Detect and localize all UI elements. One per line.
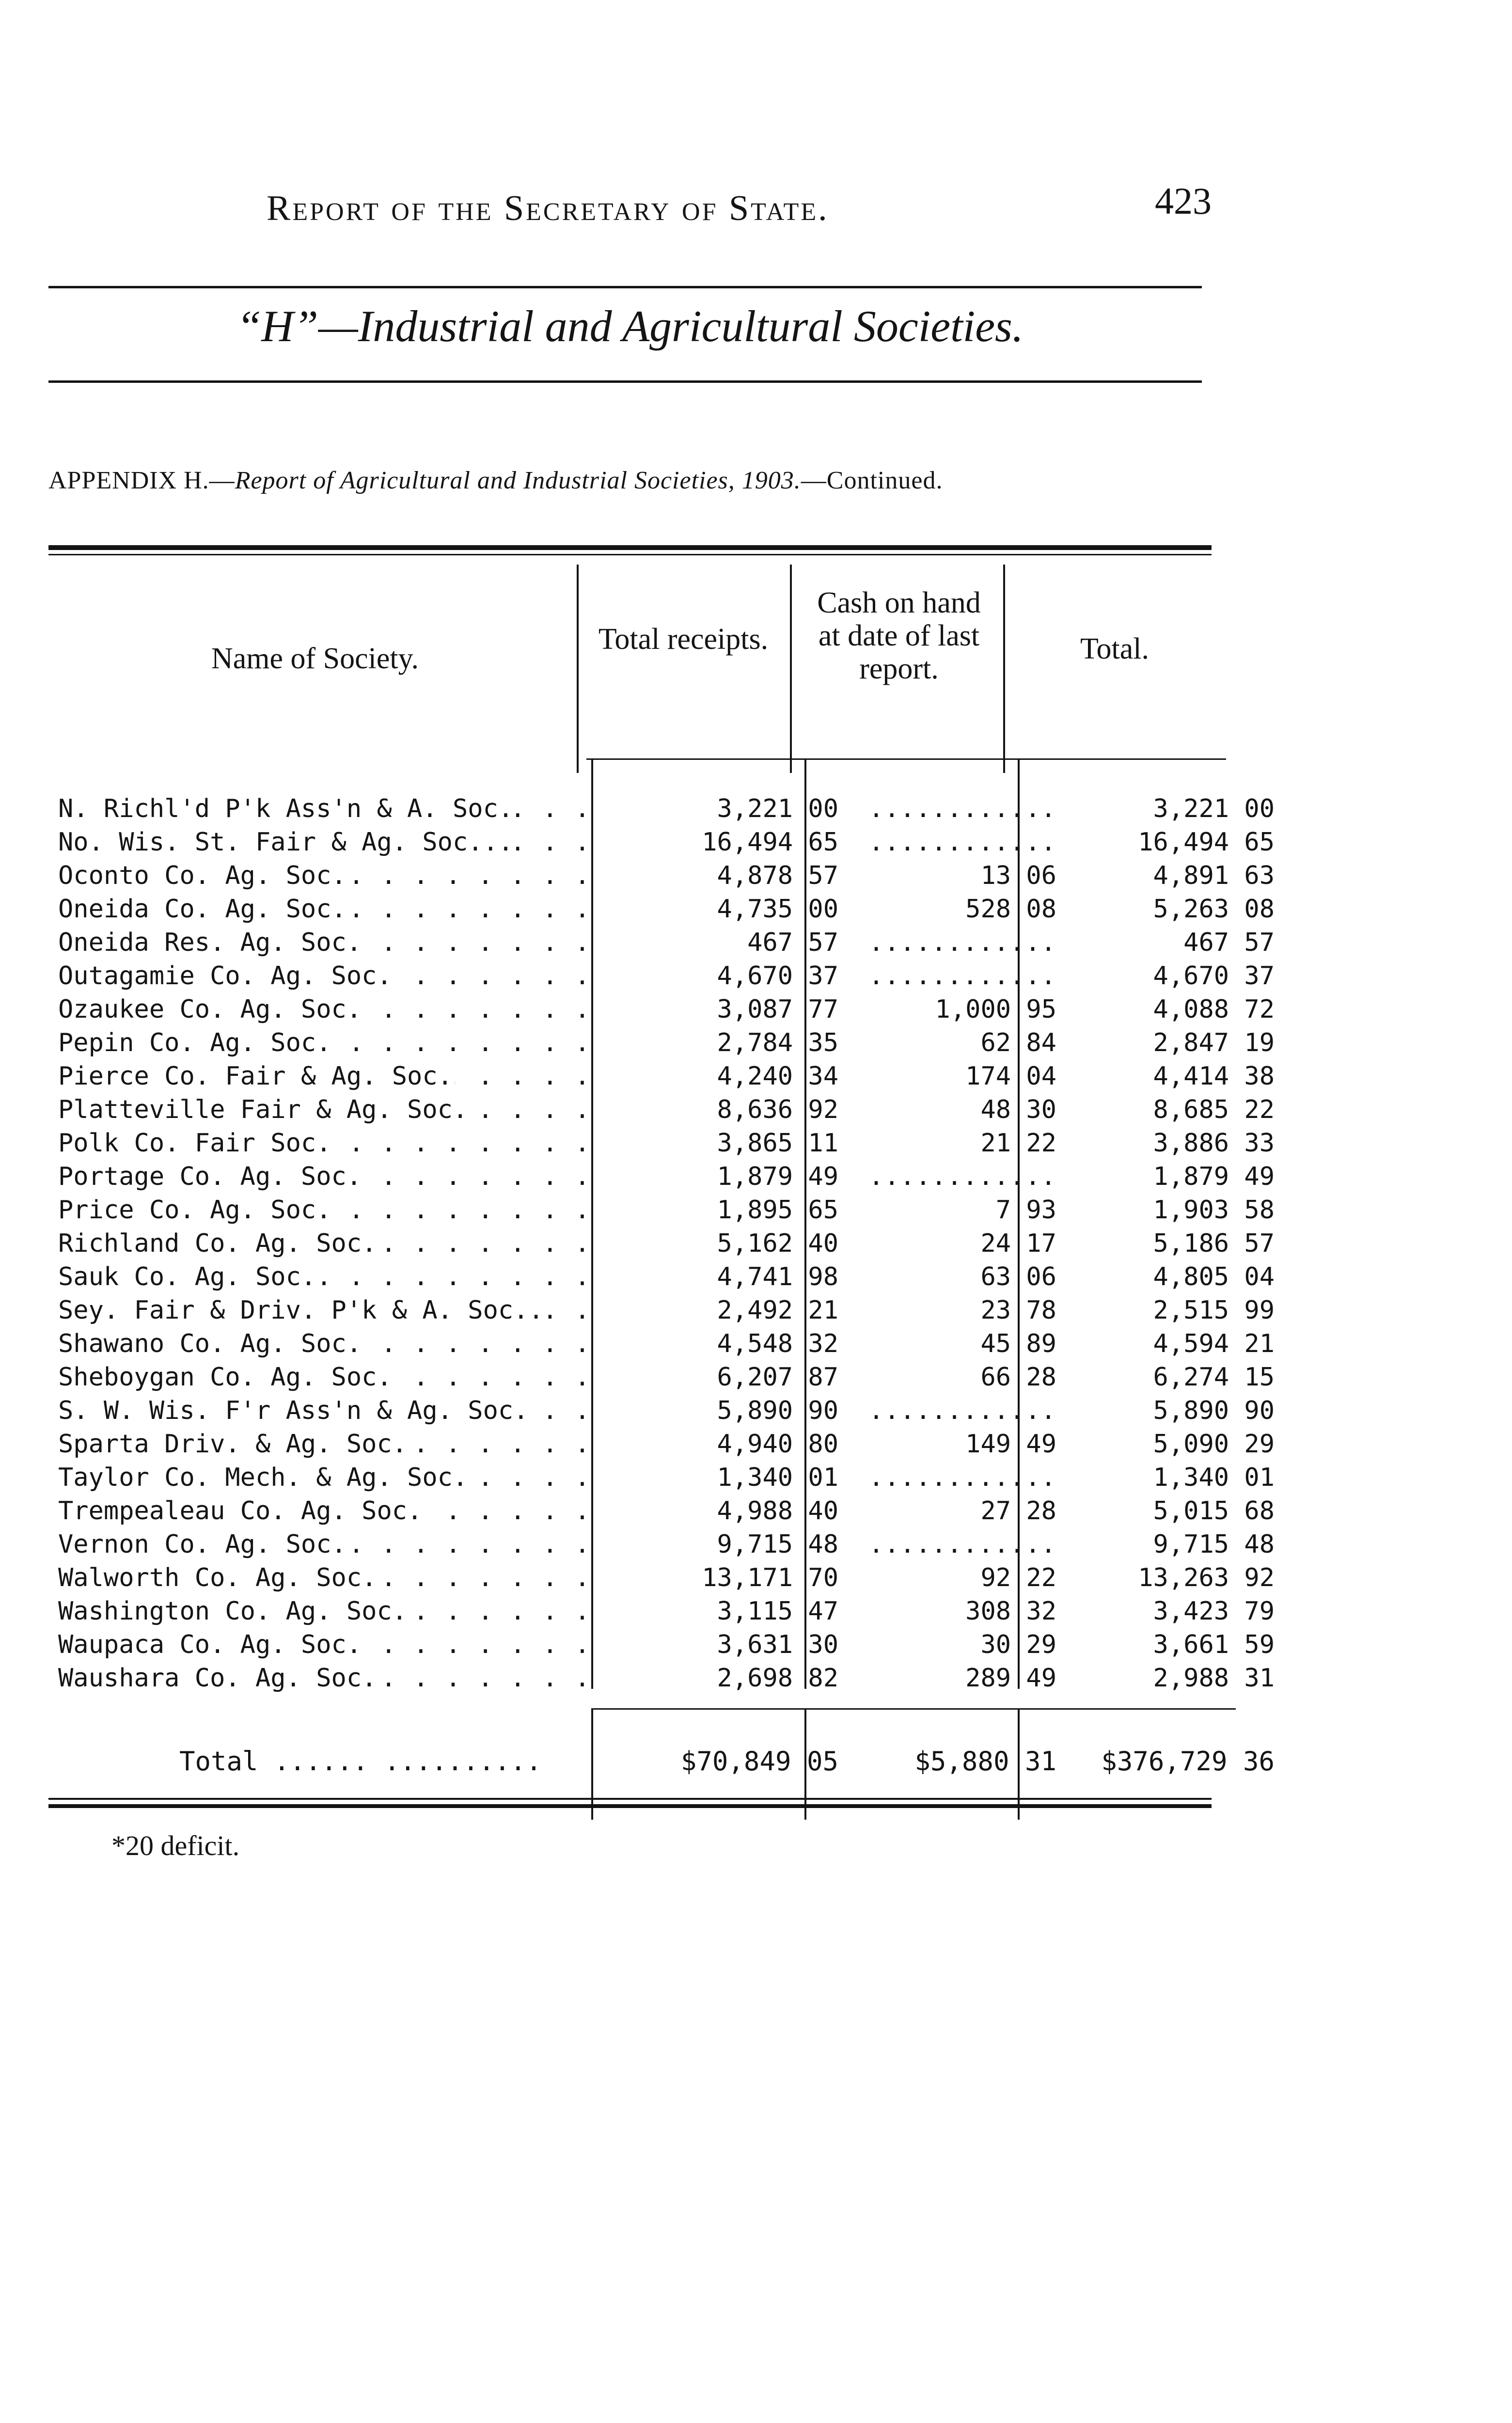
cell-receipts: 5,890 90 — [717, 1396, 838, 1425]
cell-name: Sheboygan Co. Ag. Soc. . . . — [58, 1361, 611, 1394]
cell-receipts: 1,340 01 — [717, 1463, 838, 1492]
caption-title: Report of Agricultural and Industrial Societies, 1903. — [235, 467, 801, 494]
table-row — [48, 1127, 1275, 1160]
cell-total: 5,015 68 — [1153, 1496, 1275, 1526]
table-row — [48, 1595, 1275, 1628]
table-row — [48, 1528, 1275, 1561]
cell-name: Oneida Res. Ag. Soc. . . . — [58, 926, 611, 960]
cell-receipts: 1,895 65 — [717, 1196, 838, 1225]
cell-cash: 13 06 — [980, 861, 1056, 890]
cell-cash: 66 28 — [980, 1363, 1056, 1392]
totals-cash: $5,880 31 — [914, 1746, 1056, 1777]
cell-name: Sparta Driv. & Ag. Soc. . . . — [58, 1428, 611, 1461]
cell-name: S. W. Wis. F'r Ass'n & Ag. Soc. . . . — [58, 1394, 611, 1428]
cell-receipts: 4,878 57 — [717, 861, 838, 890]
totals-receipts: $70,849 05 — [680, 1746, 838, 1777]
cell-cash: 63 06 — [980, 1262, 1056, 1291]
cell-name: Outagamie Co. Ag. Soc. . . . — [58, 960, 611, 993]
page-number: 423 — [1155, 180, 1212, 222]
cell-name: Polk Co. Fair Soc. . . . — [58, 1127, 611, 1160]
table-row — [48, 826, 1275, 859]
table-row — [48, 1361, 1275, 1394]
cell-receipts: 3,631 30 — [717, 1630, 838, 1659]
cell-cash: 1,000 95 — [935, 995, 1056, 1024]
table-row — [48, 1294, 1275, 1327]
cell-cash: ............ — [868, 1162, 1056, 1191]
cell-total: 4,594 21 — [1153, 1329, 1275, 1358]
cell-cash: ............ — [868, 1396, 1056, 1425]
cell-total: 13,263 92 — [1138, 1563, 1275, 1592]
cell-receipts: 3,115 47 — [717, 1597, 838, 1626]
cell-receipts: 8,636 92 — [717, 1095, 838, 1124]
cell-name: Price Co. Ag. Soc. . . . — [58, 1194, 611, 1227]
totals-label: Total ...... .......... — [179, 1746, 542, 1777]
cell-receipts: 4,735 00 — [717, 895, 838, 924]
cell-receipts: 4,240 34 — [717, 1062, 838, 1091]
totals-total: $376,729 36 — [1101, 1746, 1275, 1777]
cell-name: Richland Co. Ag. Soc. . . . — [58, 1227, 611, 1260]
section-rule — [48, 380, 1202, 383]
table-row — [48, 960, 1275, 993]
cell-total: 3,661 59 — [1153, 1630, 1275, 1659]
table-row — [48, 1628, 1275, 1662]
cell-cash: ............ — [868, 828, 1056, 857]
cell-cash: 24 17 — [980, 1229, 1056, 1258]
cell-total: 5,263 08 — [1153, 895, 1275, 924]
table-row — [48, 1227, 1275, 1260]
running-head: Report of the Secretary of State. — [267, 189, 829, 228]
cell-receipts: 3,865 11 — [717, 1129, 838, 1158]
cell-receipts: 4,741 98 — [717, 1262, 838, 1291]
table-bottom-rule-thick — [48, 1804, 1212, 1808]
cell-name: Washington Co. Ag. Soc. . . . — [58, 1595, 611, 1628]
cell-cash: 27 28 — [980, 1496, 1056, 1526]
column-divider — [790, 565, 792, 773]
cell-total: 5,090 29 — [1153, 1430, 1275, 1459]
cell-receipts: 1,879 49 — [717, 1162, 838, 1191]
cell-cash: 21 22 — [980, 1129, 1056, 1158]
cell-cash: 48 30 — [980, 1095, 1056, 1124]
table-row — [48, 1160, 1275, 1194]
cell-name: Pierce Co. Fair & Ag. Soc. . . . — [58, 1060, 611, 1093]
cell-total: 4,891 63 — [1153, 861, 1275, 890]
cell-total: 467 57 — [1183, 928, 1275, 957]
societies-table — [48, 545, 1275, 1820]
cell-total: 1,903 58 — [1153, 1196, 1275, 1225]
cell-total: 1,340 01 — [1153, 1463, 1275, 1492]
cell-total: 3,221 00 — [1153, 794, 1275, 823]
header-name: Name of Society. — [211, 642, 419, 675]
cell-name: Pepin Co. Ag. Soc. . . . — [58, 1026, 611, 1060]
cell-cash: ............ — [868, 1530, 1056, 1559]
header-cash: Cash on hand at date of last report. — [817, 586, 981, 685]
table-top-rule — [48, 545, 1212, 550]
cell-receipts: 4,548 32 — [717, 1329, 838, 1358]
column-divider — [577, 565, 579, 773]
cell-cash: ............ — [868, 1463, 1056, 1492]
cell-receipts: 2,698 82 — [717, 1664, 838, 1693]
cell-total: 16,494 65 — [1138, 828, 1275, 857]
table-row — [48, 1026, 1275, 1060]
cell-total: 3,886 33 — [1153, 1129, 1275, 1158]
cell-total: 1,879 49 — [1153, 1162, 1275, 1191]
cell-cash: 308 32 — [965, 1597, 1056, 1626]
cell-total: 3,423 79 — [1153, 1597, 1275, 1626]
cell-name: Oconto Co. Ag. Soc. . . . — [58, 859, 611, 893]
cell-name: Sey. Fair & Driv. P'k & A. Soc.. . . . — [58, 1294, 611, 1327]
cell-receipts: 13,171 70 — [702, 1563, 838, 1592]
totals-top-rule — [591, 1708, 1236, 1710]
table-row — [48, 1428, 1275, 1461]
cell-receipts: 4,988 40 — [717, 1496, 838, 1526]
page-header — [48, 179, 1212, 237]
cell-total: 5,890 90 — [1153, 1396, 1275, 1425]
cell-receipts: 4,940 80 — [717, 1430, 838, 1459]
table-row — [48, 893, 1275, 926]
cell-cash: 7 93 — [995, 1196, 1056, 1225]
table-row — [48, 993, 1275, 1026]
cell-total: 4,088 72 — [1153, 995, 1275, 1024]
cell-receipts: 467 57 — [747, 928, 838, 957]
cell-cash: 528 08 — [965, 895, 1056, 924]
cell-total: 8,685 22 — [1153, 1095, 1275, 1124]
cell-name: N. Richl'd P'k Ass'n & A. Soc. . . . — [58, 792, 611, 826]
cell-cash: 174 04 — [965, 1062, 1056, 1091]
cell-total: 5,186 57 — [1153, 1229, 1275, 1258]
cell-cash: 45 89 — [980, 1329, 1056, 1358]
cell-receipts: 3,221 00 — [717, 794, 838, 823]
cell-name: Walworth Co. Ag. Soc. . . . — [58, 1561, 611, 1595]
cell-cash: 289 49 — [965, 1664, 1056, 1693]
cell-total: 4,670 37 — [1153, 961, 1275, 991]
cell-receipts: 2,784 35 — [717, 1028, 838, 1057]
cell-name: Oneida Co. Ag. Soc. . . . — [58, 893, 611, 926]
header-receipts: Total receipts. — [598, 623, 769, 656]
cell-total: 9,715 48 — [1153, 1530, 1275, 1559]
cell-receipts: 5,162 40 — [717, 1229, 838, 1258]
cell-name: Platteville Fair & Ag. Soc. . . . — [58, 1093, 611, 1127]
cell-total: 6,274 15 — [1153, 1363, 1275, 1392]
header-rule — [48, 286, 1202, 288]
cell-name: Sauk Co. Ag. Soc. . . . — [58, 1260, 611, 1294]
footnote: *20 deficit. — [111, 1830, 240, 1861]
table-top-rule-thin — [48, 554, 1212, 555]
cell-receipts: 2,492 21 — [717, 1296, 838, 1325]
cell-name: Vernon Co. Ag. Soc. . . . — [58, 1528, 611, 1561]
table-row — [48, 1394, 1275, 1428]
cell-cash: 30 29 — [980, 1630, 1056, 1659]
totals-row — [48, 1742, 1275, 1781]
cell-name: Taylor Co. Mech. & Ag. Soc. . . . — [58, 1461, 611, 1495]
cell-cash: ............ — [868, 928, 1056, 957]
column-divider — [1003, 565, 1005, 773]
section-title: “H”—Industrial and Agricultural Societies. — [236, 301, 1024, 351]
table-row — [48, 1495, 1275, 1528]
caption-prefix: APPENDIX H.— — [48, 467, 235, 494]
table-row — [48, 1060, 1275, 1093]
cell-name: Trempealeau Co. Ag. Soc. . . . — [58, 1495, 611, 1528]
cell-cash: ............ — [868, 794, 1056, 823]
header-total: Total. — [1080, 632, 1149, 665]
cell-name: Portage Co. Ag. Soc. . . . — [58, 1160, 611, 1194]
cell-receipts: 4,670 37 — [717, 961, 838, 991]
cell-total: 2,515 99 — [1153, 1296, 1275, 1325]
cell-total: 2,847 19 — [1153, 1028, 1275, 1057]
cell-cash: 92 22 — [980, 1563, 1056, 1592]
appendix-caption — [48, 466, 943, 495]
caption-suffix: —Continued. — [801, 467, 943, 494]
cell-cash: 149 49 — [965, 1430, 1056, 1459]
table-row — [48, 792, 1275, 826]
cell-receipts: 6,207 87 — [717, 1363, 838, 1392]
header-bottom-rule — [586, 758, 1226, 760]
table-row — [48, 926, 1275, 960]
table-row — [48, 1461, 1275, 1495]
cell-total: 2,988 31 — [1153, 1664, 1275, 1693]
cell-name: Waushara Co. Ag. Soc. . . . — [58, 1662, 611, 1695]
table-row — [48, 859, 1275, 893]
cell-receipts: 3,087 77 — [717, 995, 838, 1024]
table-row — [48, 1561, 1275, 1595]
cell-name: Shawano Co. Ag. Soc. . . . — [58, 1327, 611, 1361]
cell-receipts: 9,715 48 — [717, 1530, 838, 1559]
table-row — [48, 1260, 1275, 1294]
cell-total: 4,805 04 — [1153, 1262, 1275, 1291]
cell-receipts: 16,494 65 — [702, 828, 838, 857]
cell-name: Ozaukee Co. Ag. Soc. . . . — [58, 993, 611, 1026]
cell-total: 4,414 38 — [1153, 1062, 1275, 1091]
cell-name: No. Wis. St. Fair & Ag. Soc... . . . — [58, 826, 611, 859]
table-row — [48, 1194, 1275, 1227]
table-row — [48, 1093, 1275, 1127]
cell-cash: 62 84 — [980, 1028, 1056, 1057]
cell-cash: 23 78 — [980, 1296, 1056, 1325]
table-bottom-rule — [48, 1798, 1212, 1800]
cell-name: Waupaca Co. Ag. Soc. . . . — [58, 1628, 611, 1662]
table-row — [48, 1327, 1275, 1361]
table-row — [48, 1662, 1275, 1695]
cell-cash: ............ — [868, 961, 1056, 991]
